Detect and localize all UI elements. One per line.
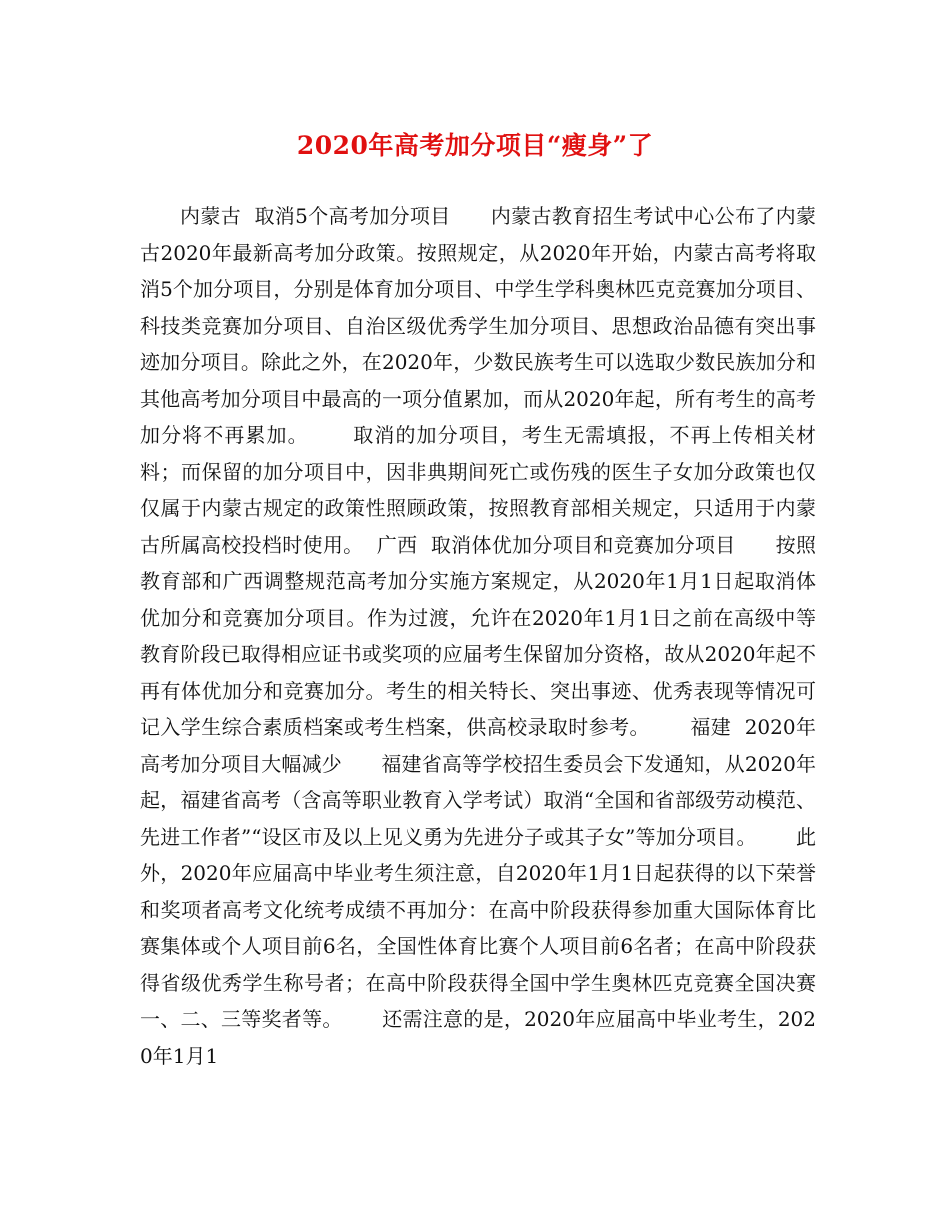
page-title: 2020年高考加分项目“瘦身”了	[296, 131, 654, 160]
body-paragraph: 内蒙古 取消5个高考加分项目 内蒙古教育招生考试中心公布了内蒙古2020年最新高考加分政策。按照规定，从2020年开始，内蒙古高考将取消5个加分项目，分别是体育加分项目、中学生学科奥林匹克竞赛加分项目、科技类竞赛加分项目、自治区级优秀学生加分项目、思想政治品德有突出事迹加分项目。除此之外，在2020年，少数民族考生可以选取少数民族加分和其他高考加分项目中最高的一项分值累加，而从2020年起，所有考生的高考加分将不再累加。 取消的加分项目，考生无需填报，不再上传相关材料；而保留的加分项目中，因非典期间死亡或伤残的医生子女加分政策也仅仅属于内蒙古规定的政策性照顾政策，按照教育部相关规定，只适用于内蒙古所属高校投档时使用。 广西 取消体优加分项目和竞赛加分项目 按照教育部和广西调整规范高考加分实施方案规定，从2020年1月1日起取消体优加分和竞赛加分项目。作为过渡，允许在2020年1月1日之前在高级中等教育阶段已取得相应证书或奖项的应届考生保留加分资格，故从2020年起不再有体优加分和竞赛加分。考生的相关特长、突出事迹、优秀表现等情况可记入学生综合素质档案或考生档案，供高校录取时参考。 福建 2020年高考加分项目大幅减少 福建省高等学校招生委员会下发通知，从2020年起，福建省高考（含高等职业教育入学考试）取消“全国和省部级劳动模范、先进工作者”“设区市及以上见义勇为先进分子或其子女”等加分项目。 此外，2020年应届高中毕业考生须注意，自2020年1月1日起获得的以下荣誉和奖项者高考文化统考成绩不再加分：在高中阶段获得参加重大国际体育比赛集体或个人项目前6名，全国性体育比赛个人项目前6名者；在高中阶段获得省级优秀学生称号者；在高中阶段获得全国中学生奥林匹克竞赛全国决赛一、二、三等奖者等。 还需注意的是，2020年应届高中毕业考生，2020年1月1	[140, 204, 816, 1068]
